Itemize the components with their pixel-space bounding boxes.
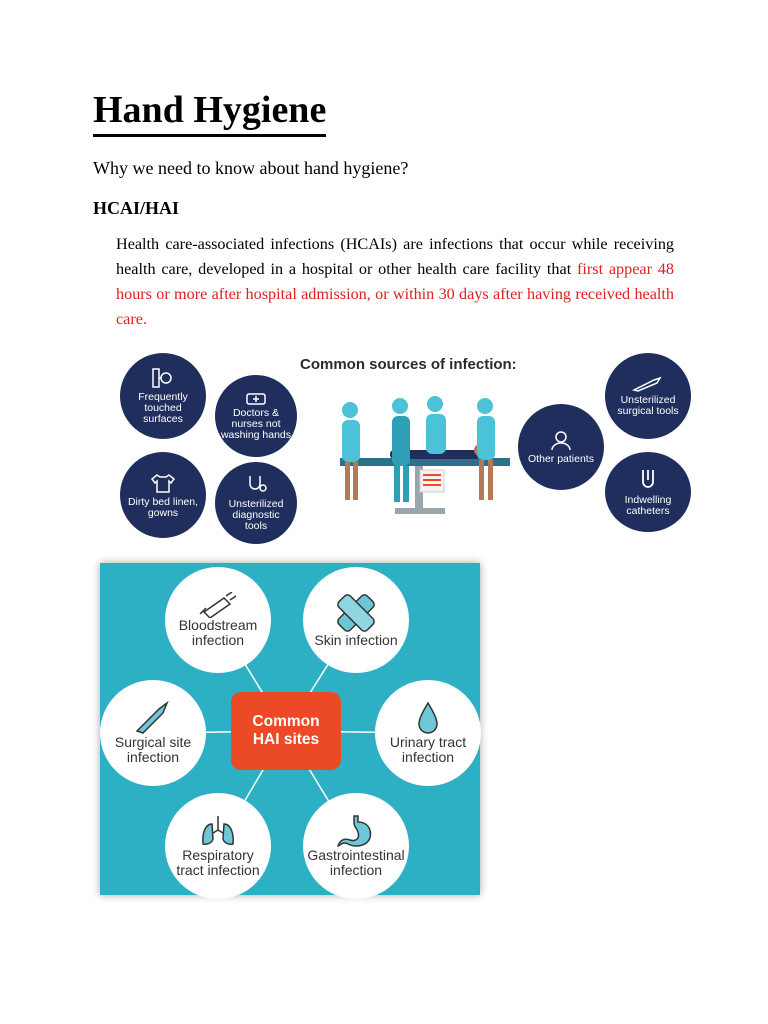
drop-icon (416, 701, 440, 735)
sources-title: Common sources of infection: (300, 356, 517, 373)
source-diagnostic-tools (215, 462, 297, 544)
source-label: Unsterilized surgical tools (617, 393, 679, 417)
catheter-icon (638, 468, 658, 492)
first-aid-icon (245, 391, 267, 405)
source-other-patients (518, 404, 604, 490)
scalpel-icon (632, 376, 664, 392)
source-touched-surfaces (120, 353, 206, 439)
medical-staff-illustration (330, 390, 515, 515)
source-label: Frequently touched surfaces (138, 391, 188, 425)
definition-text: Health care-associated infections (HCAIs) are infections that occur while receiving health care, developed in a hospital or other health care facility that (116, 235, 674, 278)
hai-site-label: Urinary tract infection (389, 734, 467, 765)
source-doctors-nurses (215, 375, 297, 457)
hai-site-bloodstream (165, 567, 271, 673)
stomach-icon (336, 814, 376, 848)
hai-sites-infographic (100, 563, 480, 895)
syringe-icon (196, 592, 240, 618)
source-catheters (605, 452, 691, 532)
page-title: Hand Hygiene (93, 88, 326, 137)
gown-icon (150, 472, 176, 494)
source-label: Unsterilized diagnostic tools (228, 498, 284, 532)
definition-highlight: first appear 48 hours or more after hospital admission, or within 30 days after having received health care. (116, 260, 674, 328)
section-heading: HCAI/HAI (93, 198, 180, 218)
scalpel-icon (133, 701, 173, 735)
hcai-definition (116, 232, 674, 332)
source-label: Dirty bed linen, gowns (127, 495, 199, 519)
source-surgical-tools (605, 353, 691, 439)
hai-site-label: Skin infection (314, 631, 398, 648)
hai-site-label: Surgical site infection (114, 734, 192, 765)
intro-question: Why we need to know about hand hygiene? (93, 158, 409, 178)
hai-site-label: Gastrointestinal infection (307, 847, 405, 878)
hai-site-respiratory (165, 793, 271, 899)
source-bed-linen (120, 452, 206, 538)
hai-site-skin (303, 567, 409, 673)
bandage-icon (336, 593, 376, 633)
stethoscope-icon (244, 474, 268, 496)
hai-site-urinary (375, 680, 481, 786)
patient-icon (549, 429, 573, 451)
hai-center-label: Common HAI sites (252, 713, 320, 748)
source-label: Other patients (528, 453, 594, 465)
source-label: Doctors & nurses not washing hands (220, 407, 292, 441)
hai-site-label: Bloodstream infection (178, 617, 258, 648)
hai-center-box (231, 692, 341, 770)
hai-site-surgical (100, 680, 206, 786)
hai-site-gastrointestinal (303, 793, 409, 899)
hai-site-label: Respiratory tract infection (176, 847, 260, 878)
surface-icon (150, 367, 176, 389)
lungs-icon (199, 814, 237, 848)
source-label: Indwelling catheters (624, 493, 672, 517)
